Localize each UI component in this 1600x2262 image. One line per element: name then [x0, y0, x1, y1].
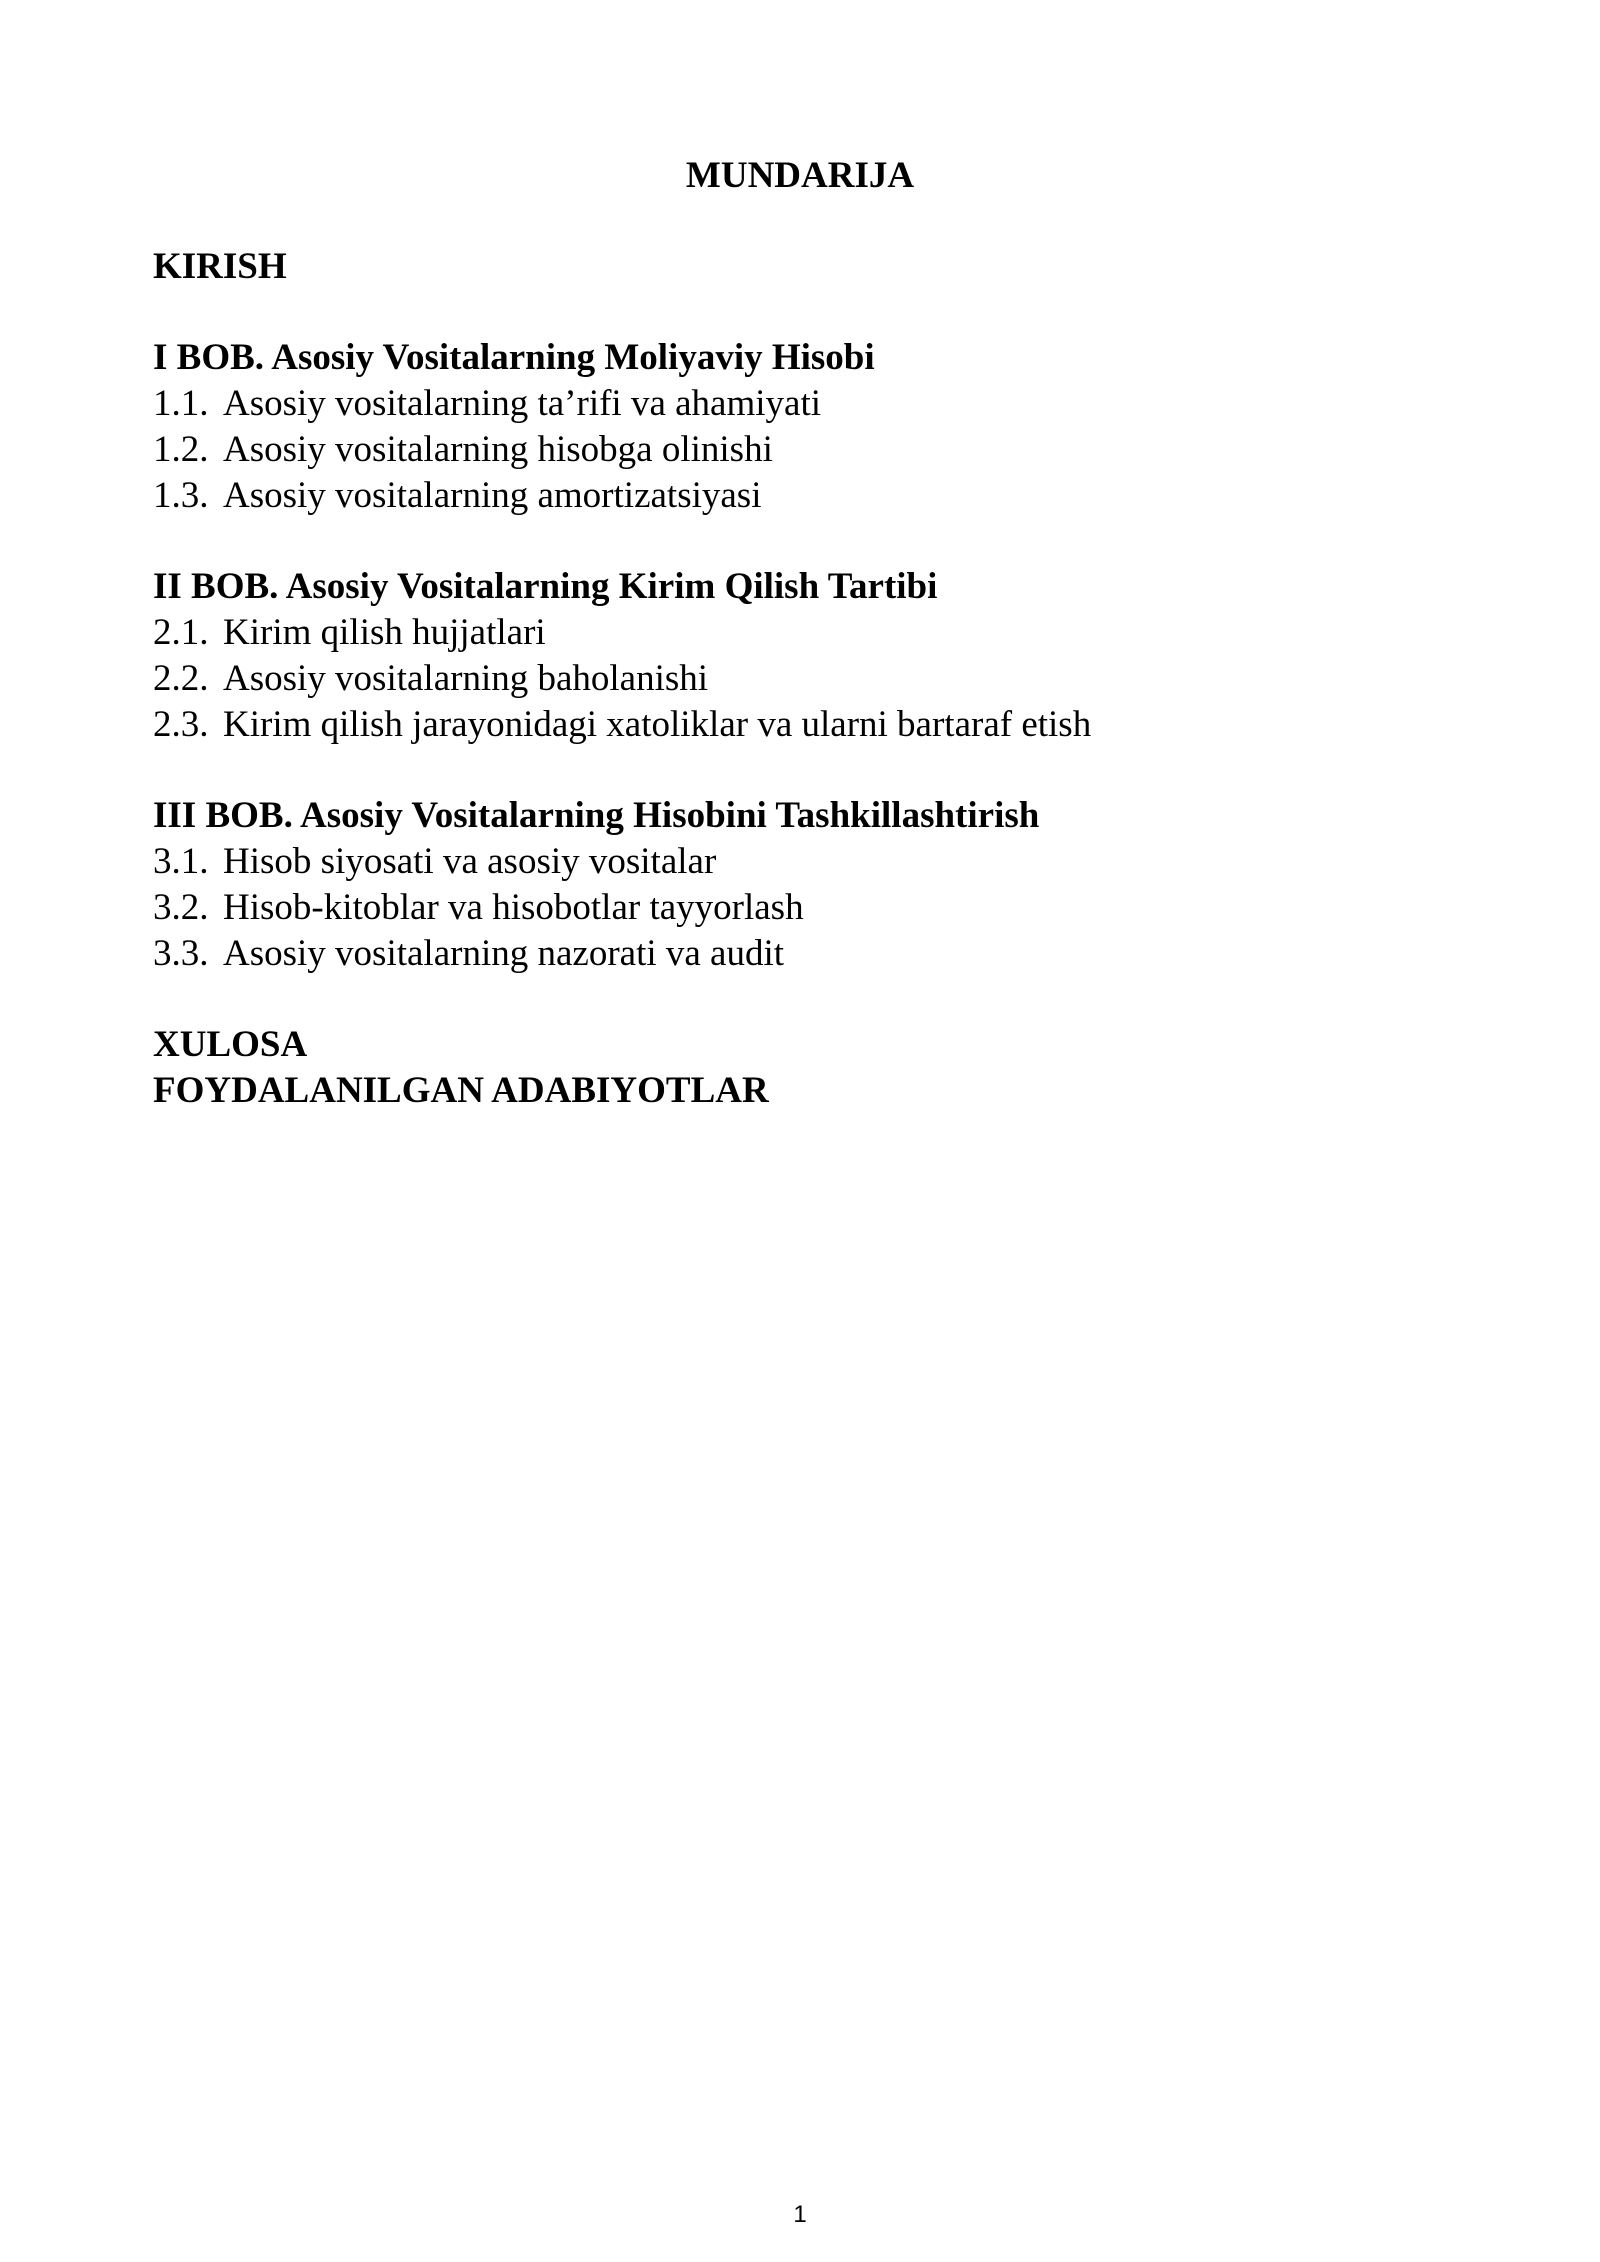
item-number: 2.1. — [153, 612, 209, 653]
toc-item — [153, 473, 1453, 519]
page-number: 1 — [793, 2201, 807, 2228]
toc-item — [153, 610, 1453, 656]
item-number: 1.2. — [153, 429, 209, 470]
item-text: Kirim qilish jarayonidagi xatoliklar va ularni bartaraf etish — [223, 704, 1092, 745]
item-number: 2.3. — [153, 704, 209, 745]
toc-item — [153, 427, 1453, 473]
toc-item — [153, 885, 1453, 931]
toc-item — [153, 702, 1453, 748]
item-text: Hisob siyosati va asosiy vositalar — [223, 841, 717, 882]
item-text: Asosiy vositalarning hisobga olinishi — [223, 429, 773, 470]
item-number: 3.3. — [153, 933, 209, 974]
toc-references: FOYDALANILGAN ADABIYOTLAR — [153, 1070, 769, 1111]
chapter-3 — [153, 793, 1453, 977]
item-text: Asosiy vositalarning amortizatsiyasi — [223, 475, 762, 516]
item-number: 2.2. — [153, 658, 209, 699]
toc-intro: KIRISH — [153, 246, 287, 287]
table-of-contents — [153, 244, 1453, 1114]
toc-item — [153, 931, 1453, 977]
page-title: MUNDARIJA — [685, 155, 915, 196]
toc-item — [153, 656, 1453, 702]
chapter-heading: II BOB. Asosiy Vositalarning Kirim Qilish Tartibi — [153, 566, 938, 607]
item-text: Asosiy vositalarning baholanishi — [223, 658, 709, 699]
item-text: Hisob-kitoblar va hisobotlar tayyorlash — [223, 887, 804, 928]
toc-item — [153, 839, 1453, 885]
chapter-2 — [153, 564, 1453, 748]
chapter-heading: III BOB. Asosiy Vositalarning Hisobini Tashkillashtirish — [153, 795, 1040, 836]
toc-conclusion: XULOSA — [153, 1024, 308, 1065]
item-text: Kirim qilish hujjatlari — [223, 612, 546, 653]
item-number: 1.1. — [153, 383, 209, 424]
chapter-1 — [153, 335, 1453, 519]
toc-item — [153, 381, 1453, 427]
item-number: 3.1. — [153, 841, 209, 882]
chapter-heading: I BOB. Asosiy Vositalarning Moliyaviy Hisobi — [153, 337, 875, 378]
item-number: 1.3. — [153, 475, 209, 516]
item-number: 3.2. — [153, 887, 209, 928]
item-text: Asosiy vositalarning nazorati va audit — [223, 933, 785, 974]
item-text: Asosiy vositalarning ta’rifi va ahamiyati — [223, 383, 822, 424]
